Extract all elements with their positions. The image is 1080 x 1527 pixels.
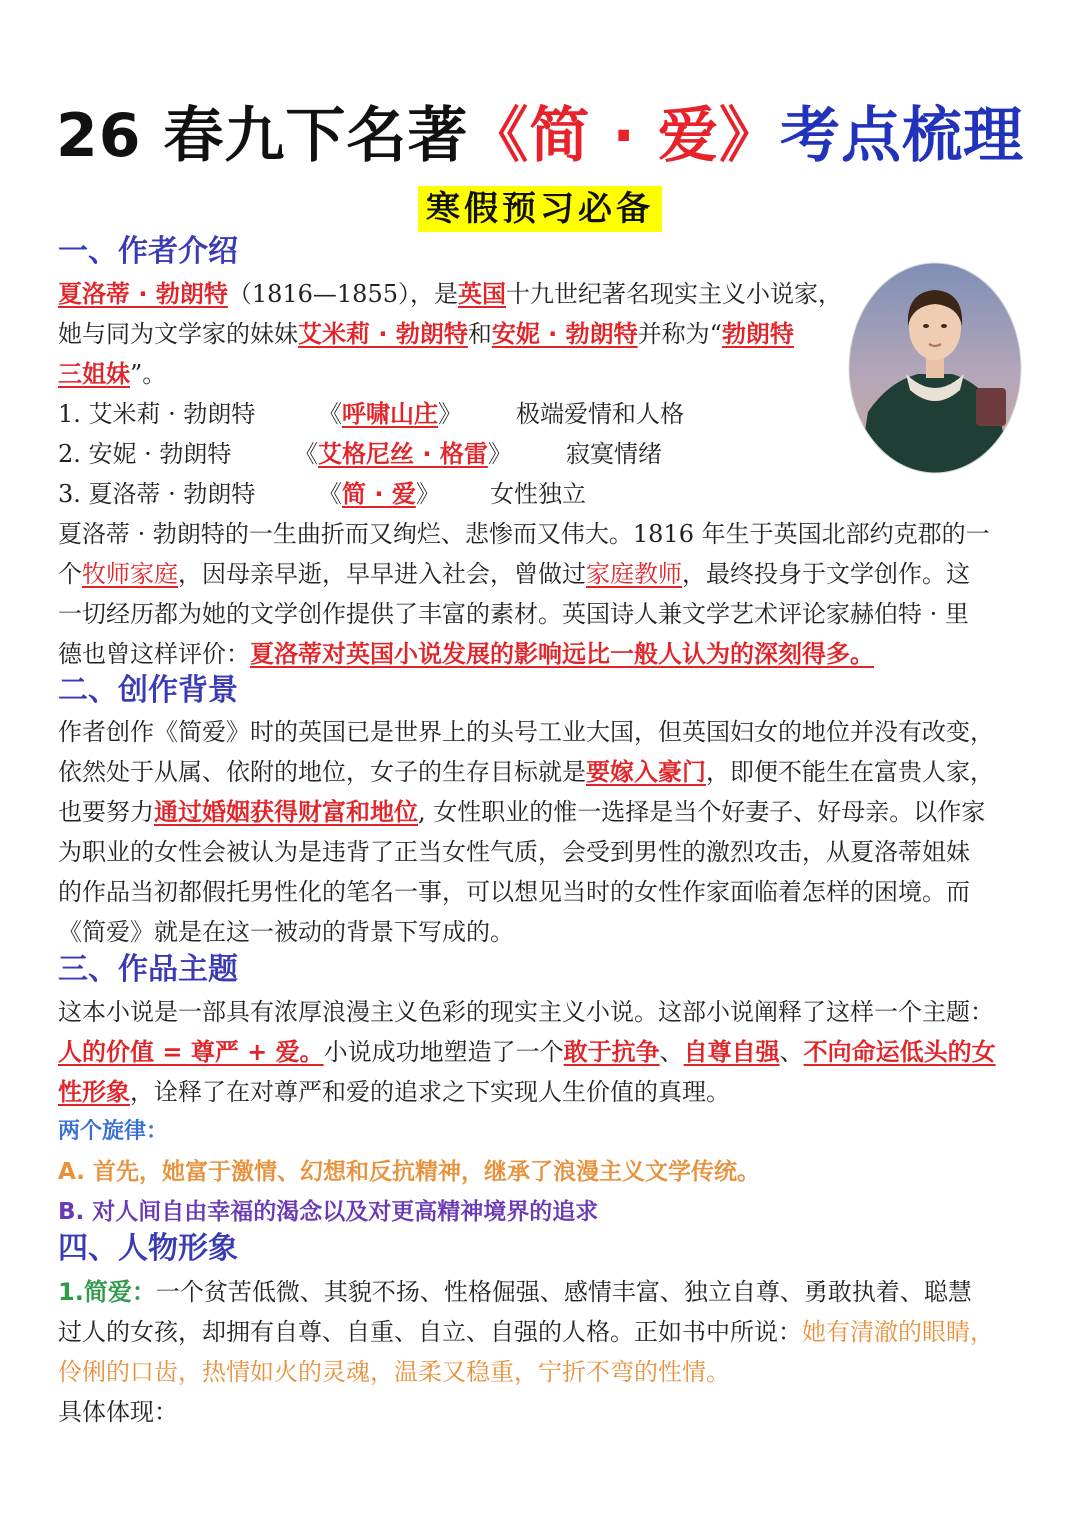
section-heading-author: 一、作者介绍	[58, 234, 238, 269]
text: 她与同为文学家的妹妹	[58, 320, 298, 348]
text: ，即便不能生在富贵人家，	[706, 758, 994, 786]
background-line-6: 《简爱》就是在这一被动的背景下写成的。	[58, 918, 514, 946]
character-name-jane: 1.简爱：	[58, 1278, 156, 1306]
keyword-marriage-wealth: 通过婚姻获得财富和地位	[154, 798, 418, 826]
text: 过人的女孩，却拥有自尊、自重、自立、自强的人格。正如书中所说：	[58, 1318, 802, 1346]
work-author: 2. 安妮 · 勃朗特	[58, 440, 232, 468]
author-line-3	[58, 354, 166, 394]
keyword-england: 英国	[457, 280, 506, 308]
author-line-1	[58, 274, 842, 314]
keyword-emily: 艾米莉 · 勃朗特	[298, 320, 468, 348]
work-desc: 女性独立	[490, 480, 586, 508]
text: 德也曾这样评价：	[58, 640, 250, 668]
work-book: 《呼啸山庄》	[318, 400, 462, 428]
keyword-marry-rich: 要嫁入豪门	[586, 758, 706, 786]
keyword-image: 性形象	[58, 1078, 130, 1106]
keyword-charlotte: 夏洛蒂 · 勃朗特	[58, 280, 228, 308]
bio-line-1: 夏洛蒂 · 勃朗特的一生曲折而又绚烂、悲惨而又伟大。1816 年生于英国北部约克郡的一	[58, 520, 990, 548]
character-line-1	[58, 1272, 972, 1312]
theme-line-3	[58, 1072, 730, 1112]
work-book: 《艾格尼丝 · 格雷》	[294, 440, 512, 468]
keyword-not-yield: 不向命运低头的女	[803, 1038, 996, 1066]
keyword-pastor-family: 牧师家庭	[82, 560, 178, 588]
keyword-quote: 夏洛蒂对英国小说发展的影响远比一般人认为的深刻得多。	[250, 640, 874, 668]
keyword-self-respect: 自尊自强	[683, 1038, 780, 1066]
text: , 女性职业的惟一选择是当个好妻子、好母亲。以作家	[418, 798, 986, 826]
work-row-3	[58, 474, 818, 514]
subtitle-highlight: 寒假预习必备	[418, 186, 662, 232]
character-line-2	[58, 1312, 994, 1352]
text: 依然处于从属、依附的地位，女子的生存目标就是	[58, 758, 586, 786]
work-desc: 极端爱情和人格	[516, 400, 684, 428]
section-heading-characters: 四、人物形象	[58, 1231, 238, 1266]
melody-b: B. 对人间自由幸福的渴念以及对更高精神境界的追求	[58, 1199, 599, 1225]
author-line-2	[58, 314, 794, 354]
text: 简 · 爱	[342, 480, 416, 508]
keyword-value: 人的价值 = 尊严 + 爱。	[58, 1038, 324, 1066]
quote-orange: 她有清澈的眼睛，	[802, 1318, 994, 1346]
portrait-image	[848, 262, 1022, 474]
text: 个	[58, 560, 82, 588]
keyword-bronte: 勃朗特	[721, 320, 794, 348]
text: ”。	[130, 360, 167, 388]
background-line-5: 的作品当初都假托男性化的笔名一事，可以想见当时的女性作家面临着怎样的困境。而	[58, 878, 970, 906]
work-desc: 寂寞情绪	[566, 440, 662, 468]
background-line-1: 作者创作《简爱》时的英国已是世界上的头号工业大国，但英国妇女的地位并没有改变，	[58, 718, 994, 746]
text: ，因母亲早逝，早早进入社会，曾做过	[178, 560, 586, 588]
melody-label: 两个旋律：	[58, 1119, 169, 1144]
page-title	[0, 98, 1080, 174]
work-row-1	[58, 394, 818, 434]
character-line-3: 伶俐的口齿，热情如火的灵魂，温柔又稳重，宁折不弯的性情。	[58, 1358, 730, 1386]
melody-a: A. 首先，她富于激情、幻想和反抗精神，继承了浪漫主义文学传统。	[58, 1159, 760, 1185]
character-line-4: 具体体现：	[58, 1398, 178, 1426]
text: （1816—1855），是	[227, 280, 458, 308]
keyword-resist: 敢于抗争	[563, 1038, 660, 1066]
text: 和	[467, 320, 492, 348]
work-book: 《简 · 爱》	[318, 480, 440, 508]
title-part-book: 《简 · 爱》	[468, 101, 780, 171]
text: 呼啸山庄	[342, 400, 438, 428]
text: 小说成功地塑造了一个	[323, 1038, 564, 1066]
background-line-3	[58, 792, 985, 832]
work-row-2	[58, 434, 818, 474]
bio-line-3: 一切经历都为她的文学创作提供了丰富的素材。英国诗人兼文学艺术评论家赫伯特 · 里	[58, 600, 969, 628]
text: 十九世纪著名现实主义小说家，	[505, 280, 842, 308]
text: 一个贫苦低微、其貌不扬、性格倔强、感情丰富、独立自尊、勇敢执着、聪慧	[155, 1278, 972, 1306]
section-heading-background: 二、创作背景	[58, 673, 238, 708]
theme-line-1: 这本小说是一部具有浓厚浪漫主义色彩的现实主义小说。这部小说阐释了这样一个主题：	[58, 998, 994, 1026]
keyword-governess: 家庭教师	[586, 560, 682, 588]
work-author: 1. 艾米莉 · 勃朗特	[58, 400, 256, 428]
work-author: 3. 夏洛蒂 · 勃朗特	[58, 480, 256, 508]
section-heading-theme: 三、作品主题	[58, 952, 238, 987]
text: 、	[659, 1038, 684, 1066]
bio-line-2	[58, 554, 970, 594]
bio-line-4	[58, 634, 874, 674]
keyword-three-sisters: 三姐妹	[58, 360, 130, 388]
background-line-2	[58, 752, 994, 792]
text: 艾格尼丝 · 格雷	[318, 440, 488, 468]
background-line-4: 为职业的女性会被认为是违背了正当女性气质，会受到男性的激烈攻击，从夏洛蒂姐妹	[58, 838, 970, 866]
text: ，诠释了在对尊严和爱的追求之下实现人生价值的真理。	[130, 1078, 730, 1106]
keyword-anne: 安妮 · 勃朗特	[491, 320, 638, 348]
theme-line-2	[58, 1032, 996, 1072]
text: 也要努力	[58, 798, 154, 826]
title-part-grade: 26 春九下名著	[56, 101, 469, 171]
title-part-topic: 考点梳理	[779, 101, 1024, 171]
text: 并称为“	[637, 320, 722, 348]
text: ，最终投身于文学创作。这	[682, 560, 970, 588]
text: 、	[779, 1038, 804, 1066]
